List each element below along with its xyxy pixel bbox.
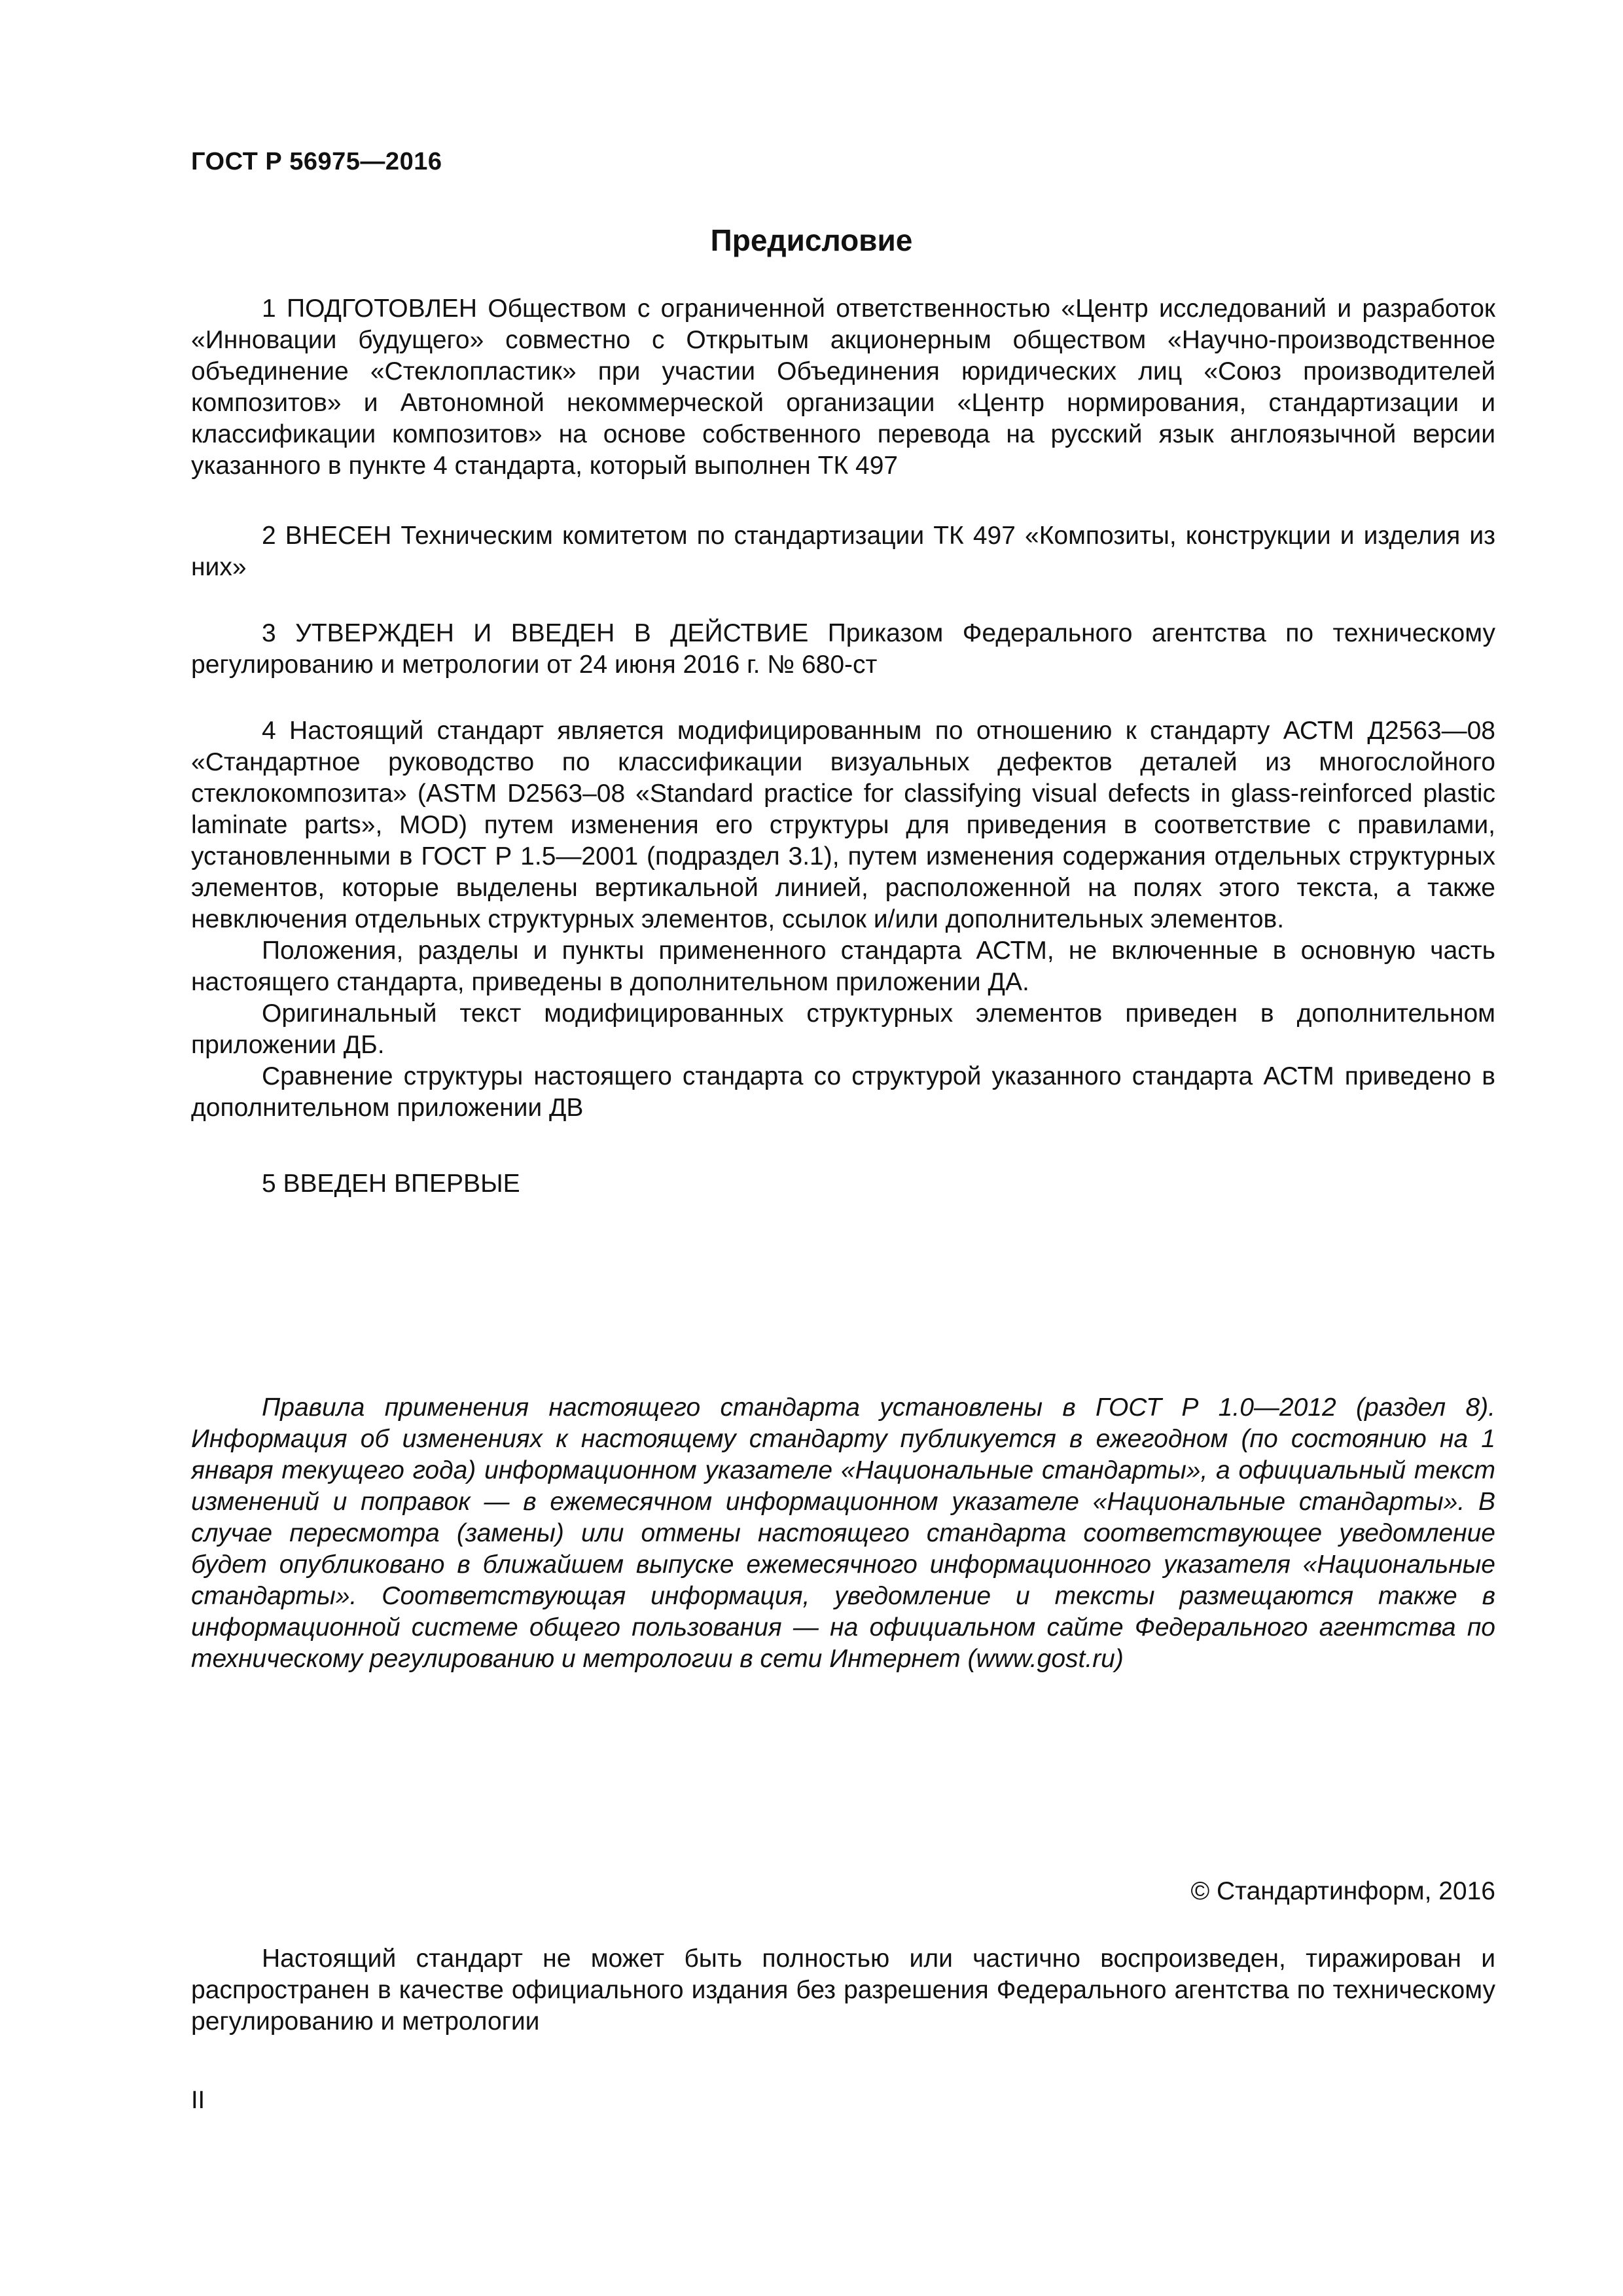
copyright-line: © Стандартинформ, 2016 (1190, 1877, 1495, 1905)
section-paragraph: 2 ВНЕСЕН Техническим комитетом по стандартизации ТК 497 «Композиты, конструкции и изделия из них» (191, 522, 1495, 581)
section-paragraph: 3 УТВЕРЖДЕН И ВВЕДЕН В ДЕЙСТВИЕ Приказом Федерального агентства по техническому регулированию и метрологии от 24 июня 2016 г. № 680-ст (191, 619, 1495, 679)
section-1 (191, 293, 1495, 482)
section-paragraph: 4 Настоящий стандарт является модифицированным по отношению к стандарту АСТМ Д2563—08 «Стандартное руководство по классификации визуальных дефектов деталей из многослойного стеклокомпозита» (ASTM D2563–08 «Standard practice for classifying visual defects in glass-reinforced plastic laminate parts», MOD) путем изменения его структуры для приведения в соответствие с правилами, установленными в ГОСТ Р 1.5—2001 (подраздел 3.1), путем изменения содержания отдельных структурных элементов, которые выделены вертикальной линией, расположенной на полях этого текста, а также невключения отдельных структурных элементов, ссылок и/или дополнительных элементов. (191, 717, 1495, 933)
reproduction-paragraph: Настоящий стандарт не может быть полностью или частично воспроизведен, тиражирован и распространен в качестве официального издания без разрешения Федерального агентства по техническому регулированию и метрологии (191, 1945, 1495, 2036)
section-3 (191, 618, 1495, 681)
section-paragraph: Оригинальный текст модифицированных структурных элементов приведен в дополнительном приложении ДБ. (191, 999, 1495, 1059)
page-title: Предисловие (710, 223, 913, 257)
section-paragraph: 1 ПОДГОТОВЛЕН Обществом с ограниченной ответственностью «Центр исследований и разработок «Инновации будущего» совместно с Открытым акционерным обществом «Научно-производственное объединение «Стеклопластик» при участии Объединения юридических лиц «Союз производителей композитов» и Автономной некоммерческой организации «Центр нормирования, стандартизации и классификации композитов» на основе собственного перевода на русский язык англоязычной версии указанного в пункте 4 стандарта, который выполнен ТК 497 (191, 295, 1495, 480)
section-paragraph: 5 ВВЕДЕН ВПЕРВЫЕ (262, 1170, 520, 1198)
rules-paragraph: Правила применения настоящего стандарта установлены в ГОСТ Р 1.0—2012 (раздел 8). Информация об изменениях к настоящему стандарту публикуется в ежегодном (по состоянию на 1 января текущего года) информационном указателе «Национальные стандарты», а официальный текст изменений и поправок — в ежемесячном информационном указателе «Национальные стандарты». В случае пересмотра (замены) или отмены настоящего стандарта соответствующее уведомление будет опубликовано в ближайшем выпуске ежемесячного информационного указателя «Национальные стандарты». Соответствующая информация, уведомление и тексты размещаются также в информационной системе общего пользования — на официальном сайте Федерального агентства по техническому регулированию и метрологии в сети Интернет (www.gost.ru) (191, 1393, 1495, 1673)
section-4 (191, 715, 1495, 1124)
reproduction-notice (191, 1943, 1495, 2037)
section-paragraph: Положения, разделы и пункты примененного стандарта АСТМ, не включенные в основную часть настоящего стандарта, приведены в дополнительном приложении ДА. (191, 937, 1495, 996)
section-paragraph: Сравнение структуры настоящего стандарта со структурой указанного стандарта АСТМ приведено в дополнительном приложении ДВ (191, 1062, 1495, 1122)
section-2 (191, 520, 1495, 583)
document-code: ГОСТ Р 56975—2016 (191, 148, 442, 175)
application-rules-notice (191, 1392, 1495, 1675)
section-5 (191, 1168, 1495, 1200)
page-number: II (191, 2087, 205, 2114)
